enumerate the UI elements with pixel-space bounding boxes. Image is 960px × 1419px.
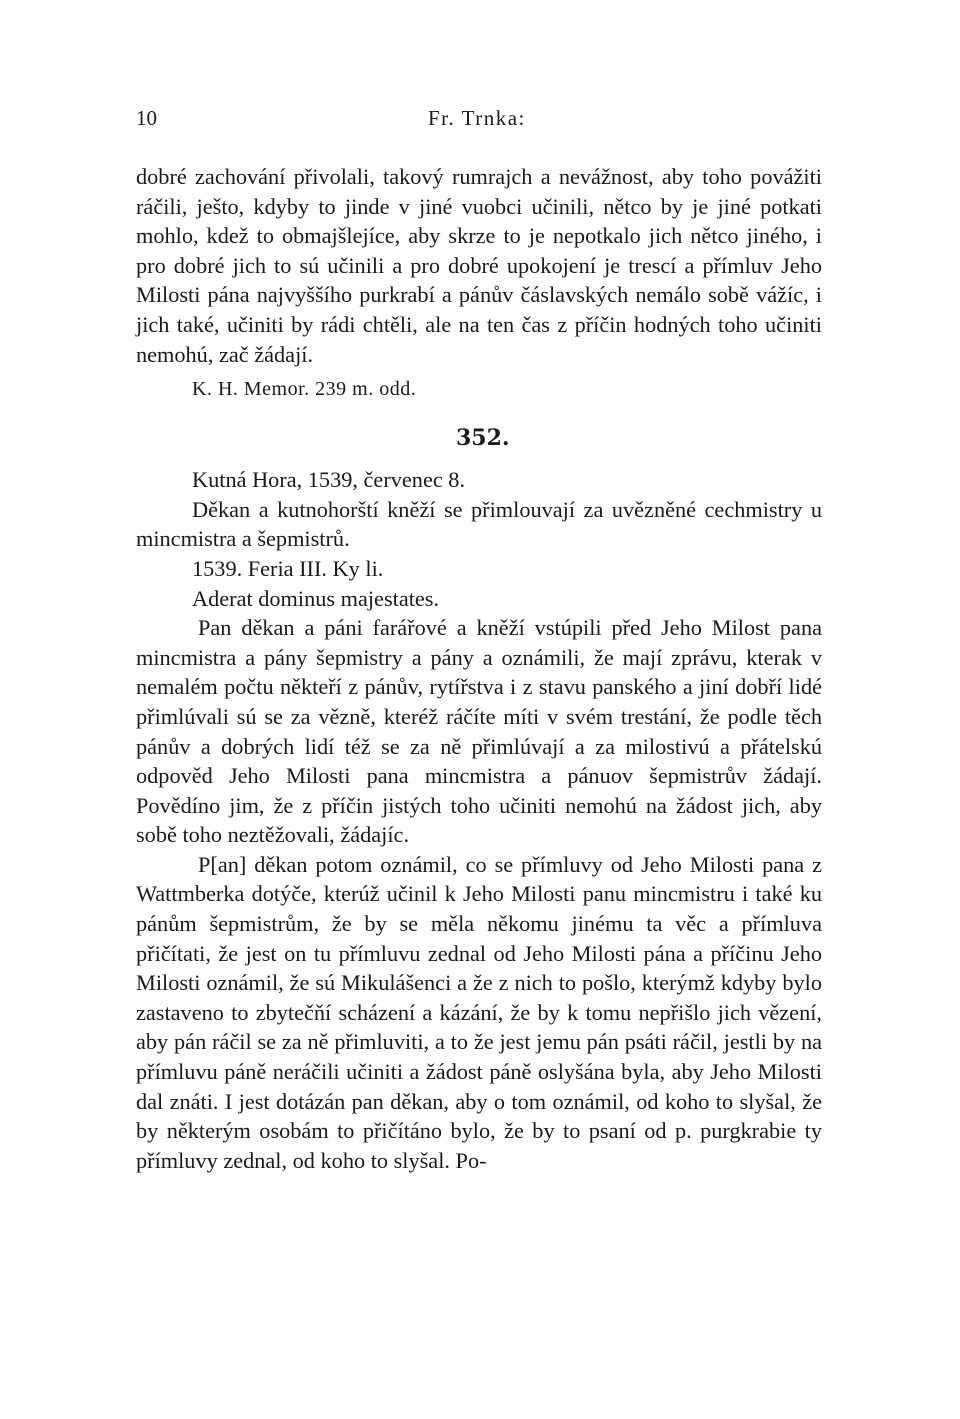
paragraph-2: P[an] děkan potom oznámil, co se přímluvy od Jeho Milosti pana z Wattmberka dotýče, kterúž učinil k Jeho Milosti panu mincmistru i také ku pánům šepmistrům, že by se měla někomu jinému ta věc a přímluva přičítati, že jest on tu přímluvu zednal od Jeho Milosti pána a příčinu Jeho Milosti oznámil, že sú Mikulášenci a že z nich to pošlo, kterýmž kdyby bylo zastaveno to zbytečňí scházení a kázání, že by k tomu nepřišlo jich vězení, aby pán ráčil se za ně přimluviti, a to že jest jemu pán psáti ráčil, jestli by na přímluvu páně neráčili učiniti a žádost páně oslyšána byla, aby Jeho Milosti dal znáti. I jest dotázán pan děkan, aby o tom oznámil, od koho to slyšal, že by některým osobám to přičítáno bylo, že by to psaní od p. purgkrabie ty přímluvy zednal, od koho to slyšal. Po- [136, 851, 822, 1173]
document-number: 352. [456, 425, 510, 452]
paragraph-1: Pan děkan a páni farářové a kněží vstúpili před Jeho Milost pana mincmistra a pány šepmistry a pány a oznámili, že mají zprávu, kterak v nemalém počtu někteří z pánův, rytířstva i z stavu panského a jiní dobří lidé přimlúvali sú se za vězně, kteréž ráčíte míti v svém trestání, že podle těch pánův a dobrých lidí též se za ně přimlúvají a za milostivú a přátelskú odpověd Jeho Milosti pana mincmistra a pánuov šepmistrův žádají. Povědíno jim, že z příčin jistých toho učiniti nemohú na žádost jich, aby sobě toho neztěžovali, žádajíc. [136, 615, 822, 848]
page-number: 10 [136, 106, 157, 130]
dateline: Kutná Hora, 1539, červenec 8. [192, 467, 466, 493]
continuation-paragraph: dobré zachování přivolali, takový rumrajch a nevážnost, aby toho povážiti ráčili, ješto, kdyby to jinde v jiné vuobci učinili, nětco by je jiné potkati mohlo, kdež to obmajšlejíce, aby skrze to je nepotkalo jich nětco jiného, i pro dobré jich to sú učinili a pro dobré upokojení je trescí a přímluv Jeho Milosti pána najvyššího purkrabí a pánův čáslavských nemálo sobě vážíc, i jich také, učiniti by rádi chtěli, ale na ten čas z příčin hodných toho učiniti nemohú, zač žádají. [136, 164, 822, 367]
original-date: 1539. Feria III. Ky li. [192, 555, 384, 581]
source-citation: K. H. Memor. 239 m. odd. [192, 378, 417, 401]
aderat-line: Aderat dominus majestates. [192, 585, 440, 611]
page-header [136, 106, 822, 136]
body-text [136, 162, 822, 1175]
book-page [136, 0, 822, 1419]
running-title: Fr. Trnka: [428, 106, 526, 130]
regest: Děkan a kutnohorští kněží se přimlouvají za uvězněné cechmistry u mincmistra a šepmistrů. [136, 496, 822, 552]
